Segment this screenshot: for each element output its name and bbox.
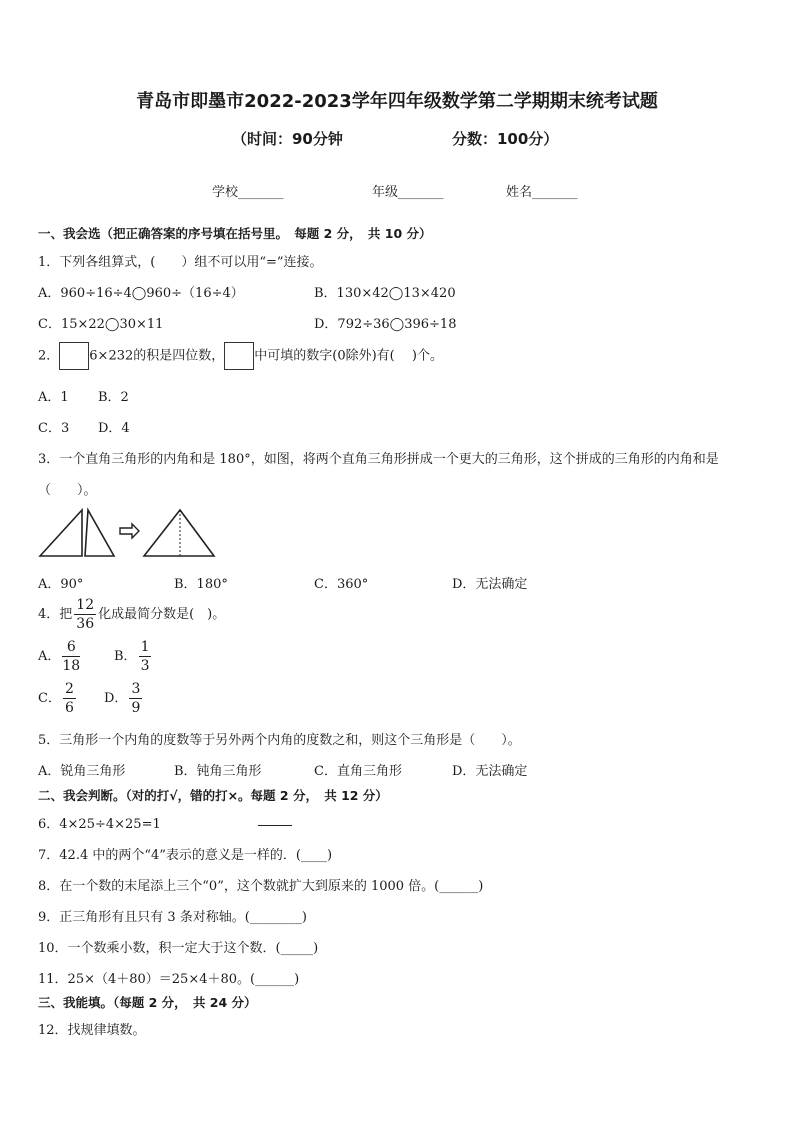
q1-stem: 1．下列各组算式，( ）组不可以用“=”连接。 [38,255,323,270]
q4-option-b-label: B． [114,649,137,664]
q4-d-denominator: 9 [131,700,141,716]
section-2-heading: 二、我会判断。（对的打√，错的打×。每题 2 分， 共 12 分） [38,788,388,803]
q3-option-c: C．360° [314,577,369,592]
q4-prefix: 4．把 [38,607,73,622]
q4-option-b-fraction [139,640,152,673]
q2-stem [38,342,443,370]
q1-option-a: A．960÷16÷4◯960÷（16÷4） [38,286,244,301]
q2-number: 2． [38,348,60,364]
q4-a-denominator: 18 [62,658,81,674]
q4-d-numerator: 3 [131,681,141,697]
q5-option-c: C．直角三角形 [314,764,402,779]
section-1-heading: 一、我会选（把正确答案的序号填在括号里。 每题 2 分， 共 10 分） [38,226,432,241]
q5-stem: 5．三角形一个内角的度数等于另外两个内角的度数之和，则这个三角形是（ ）。 [38,733,521,748]
right-triangle-left [40,510,82,556]
q4-c-numerator: 2 [64,681,74,697]
q4-option-a-label: A． [38,649,61,664]
q1-option-b: B．130×42◯13×420 [314,286,456,301]
q5-option-a: A．锐角三角形 [38,764,126,779]
q11-stem: 11．25×（4＋80）＝25×4＋80。(______) [38,972,300,987]
q2-blank-box [59,342,89,370]
q1-option-d: D．792÷36◯396÷18 [314,317,457,332]
q3-paren: （ ）。 [38,483,97,498]
q4-b-denominator: 3 [140,658,150,674]
q4-option-c-fraction [63,682,76,715]
arrow-icon [120,524,139,538]
q4-option-c [38,682,78,715]
q9-stem: 9．正三角形有且只有 3 条对称轴。(________) [38,910,307,925]
q2-option-a: A．1 [38,390,69,405]
q2-option-d: D．4 [98,421,130,436]
q2-blank-box-2 [224,342,254,370]
grade-field: 年级_______ [372,185,444,200]
page-title: 青岛市即墨市2022-2023学年四年级数学第二学期期末统考试题 [136,91,658,112]
q4-option-d [104,682,144,715]
time-limit: （时间：90分钟 [232,130,343,148]
school-field: 学校_______ [212,185,284,200]
q4-option-a-fraction [62,640,80,673]
total-score: 分数：100分） [452,130,559,148]
q4-option-d-fraction [129,682,142,715]
q4-option-a [38,640,82,673]
q4-b-numerator: 1 [140,639,150,655]
q8-stem: 8．在一个数的末尾添上三个“0”，这个数就扩大到原来的 1000 倍。(______) [38,879,484,894]
name-field: 姓名_______ [506,185,578,200]
combined-triangle [144,510,214,556]
section-3-heading: 三、我能填。（每题 2 分， 共 24 分） [38,995,257,1010]
q5-option-d: D．无法确定 [452,764,528,779]
q4-option-c-label: C． [38,691,61,706]
q3-option-b: B．180° [174,577,228,592]
q10-stem: 10．一个数乘小数，积一定大于这个数．(_____) [38,941,319,956]
q3-option-a: A．90° [38,577,84,592]
q4-a-numerator: 6 [62,640,80,657]
q3-option-d: D．无法确定 [452,577,528,592]
q5-option-b: B．钝角三角形 [174,764,262,779]
q3-triangles-figure [36,506,226,560]
q6-answer-blank [258,812,292,826]
q4-denominator: 36 [76,616,95,632]
q4-option-b [114,640,153,673]
q4-fraction [74,598,96,631]
q4-numerator: 12 [76,597,95,613]
q4-c-denominator: 6 [64,700,74,716]
q4-stem [38,598,225,631]
q1-option-c: C．15×22◯30×11 [38,317,164,332]
q4-option-d-label: D． [104,691,128,706]
q2-option-b: B．2 [98,390,129,405]
q2-tail-text: 中可填的数字(0除外)有( )个。 [254,348,443,364]
q7-stem: 7．42.4 中的两个“4”表示的意义是一样的．(____) [38,848,333,863]
right-triangle-right [85,510,114,556]
q12-stem: 12．找规律填数。 [38,1023,146,1038]
q2-option-c: C．3 [38,421,70,436]
q3-stem: 3．一个直角三角形的内角和是 180°，如图，将两个直角三角形拼成一个更大的三角形，这个拼成的三角形的内角和是 [38,452,719,467]
q4-suffix: 化成最简分数是( )。 [98,607,226,622]
q6-stem: 6．4×25÷4×25=1 [38,817,161,832]
q2-mid-text: 6×232的积是四位数， [89,348,225,364]
